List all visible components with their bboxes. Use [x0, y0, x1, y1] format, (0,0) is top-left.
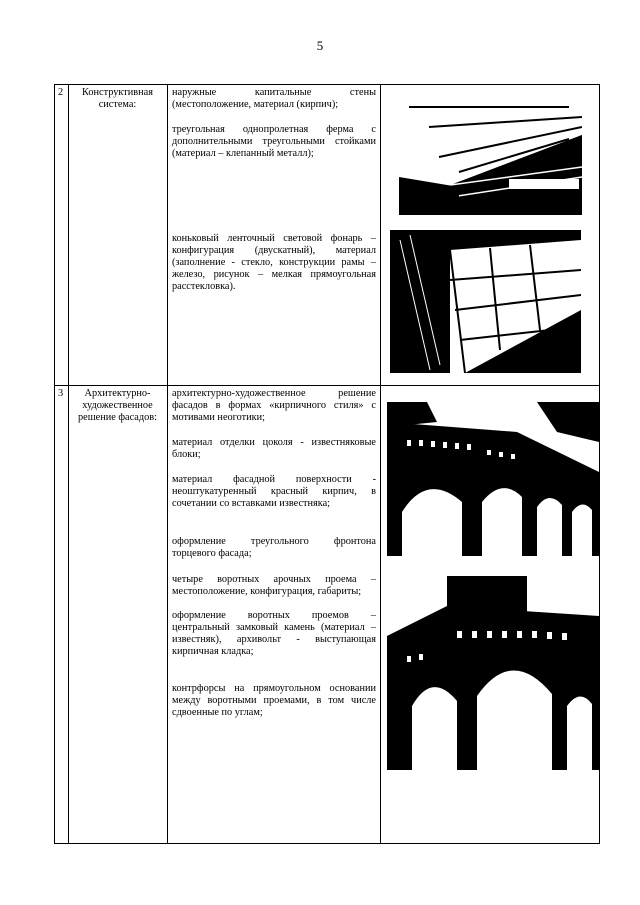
table-right-border [599, 84, 600, 844]
table-top-border [54, 84, 600, 85]
table-row-divider [54, 385, 600, 386]
description-paragraph: четыре воротных арочных проема – местоположение, конфигурация, габариты; [172, 574, 376, 597]
description-paragraph: коньковый ленточный световой фонарь – конфигурация (двускатный), материал (заполнение - стекло, конструкции рамы – железо, рисунок – мелкая прямоугольная расстекловка). [172, 233, 376, 292]
photo-roof-truss-interior [399, 97, 582, 215]
description-paragraph: треугольная однопролетная ферма с дополнительными треугольными стойками (материал – клепанный металл); [172, 124, 376, 159]
table-left-border [54, 84, 55, 844]
row-number: 2 [58, 87, 64, 98]
row-title: Архитектурно-художественное решение фасадов: [77, 388, 157, 423]
description-paragraph: контрфорсы на прямоугольном основании между воротными проемами, в том числе сдвоенные по углам; [172, 683, 376, 718]
description-paragraph: материал фасадной поверхности - неоштукатуренный красный кирпич, в сочетании со вставками известняка; [172, 474, 376, 509]
description-paragraph: оформление треугольного фронтона торцевого фасада; [172, 536, 376, 559]
table-bottom-border [54, 843, 600, 844]
page-number: 5 [316, 38, 324, 53]
table-col-divider-3 [380, 84, 381, 844]
description-paragraph: архитектурно-художественное решение фасадов в формах «кирпичного стиля» с мотивами неоготики; [172, 388, 376, 423]
row-title: Конструктивная система: [82, 87, 153, 110]
description-paragraph: наружные капитальные стены (местоположение, материал (кирпич); [172, 87, 376, 110]
description-paragraph: оформление воротных проемов – центральный замковый камень (материал – известняк), архивольт - выступающая кирпичная кладка; [172, 610, 376, 657]
photo-arched-facade-side [387, 402, 599, 556]
row-number: 3 [58, 388, 64, 399]
table-col-divider-2 [167, 84, 168, 844]
description-paragraph: материал отделки цоколя - известняковые блоки; [172, 437, 376, 460]
photo-arched-gates-front [387, 576, 599, 770]
table-col-divider-1 [68, 84, 69, 844]
photo-roof-skylight-interior [390, 230, 581, 373]
